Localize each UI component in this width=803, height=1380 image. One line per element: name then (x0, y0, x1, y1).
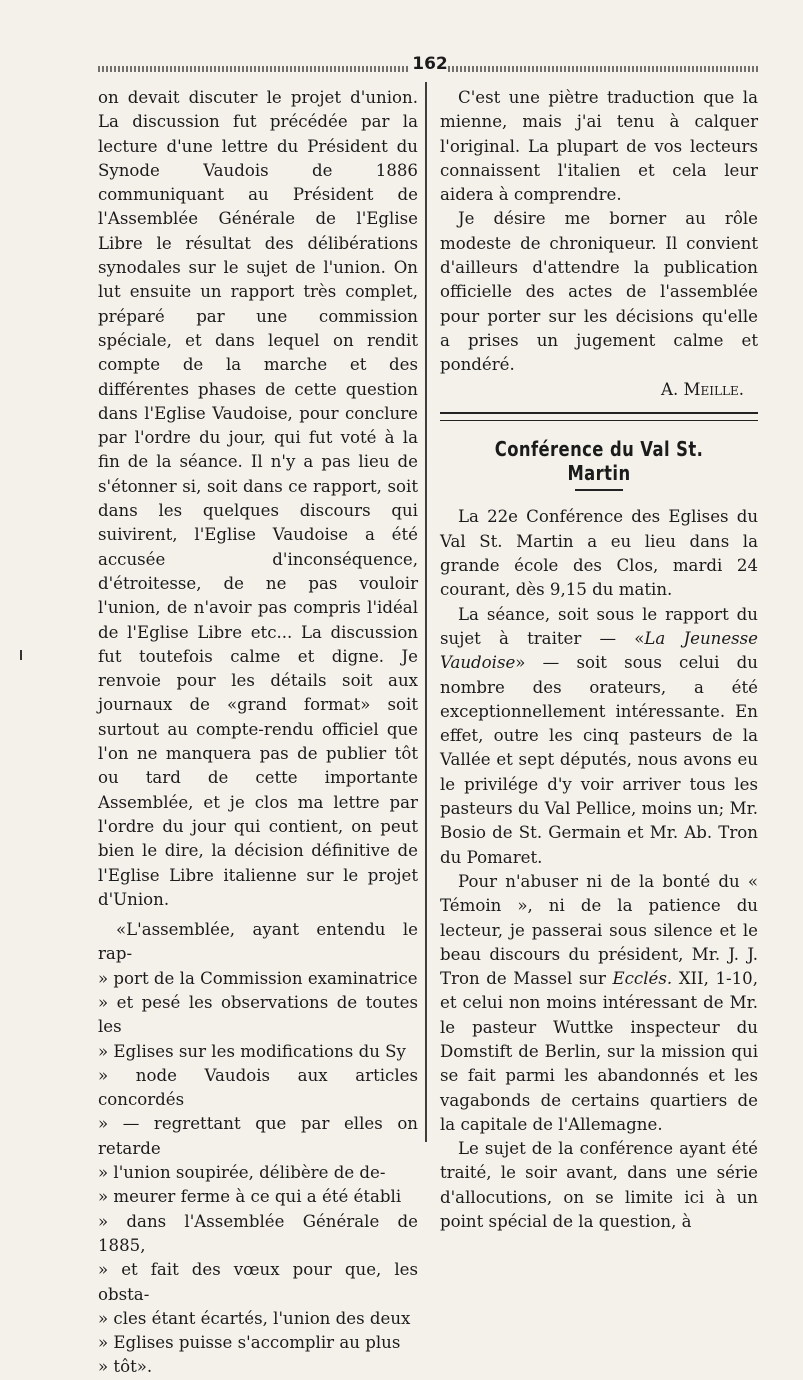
paragraph-text: XII, 1-10, et celui non moins intéressant de Mr. le pasteur Wuttke inspecteur du Domstift de Berlin, sur la mission qui se fait parmi les abandonnés et les vagabonds de certains quartiers de la capitale de l'Allemagne. (440, 969, 758, 1134)
quote-line: » node Vaudois aux articles concordés (98, 1065, 418, 1110)
quote-line: » Eglises puisse s'accomplir au plus (98, 1333, 401, 1353)
title-underline (575, 489, 623, 491)
paragraph-text: Pour n'abuser ni de la bonté du « Témoin », ni de la patience du lecteur, je passerai sous silence et le beau discours du président, Mr. J. J. Tron de Massel sur (440, 871, 758, 989)
right-paragraph-5 (440, 870, 758, 1137)
section-separator (440, 412, 758, 421)
quote-line: » tôt». (98, 1357, 153, 1377)
page-header (98, 54, 758, 78)
right-paragraph-6: Le sujet de la conférence ayant été traité, le soir avant, dans une série d'allocutions, on se limite ici à un point spécial de la question, à (440, 1139, 758, 1232)
quote-line: » et fait des vœux pour que, les obsta- (98, 1260, 418, 1304)
quote-line: » Eglises sur les modifications du Sy (98, 1041, 406, 1061)
quote-line: » dans l'Assemblée Générale de 1885, (98, 1211, 418, 1255)
quote-line: » port de la Commission examinatrice (98, 968, 418, 988)
header-ornament-right (448, 66, 758, 72)
right-paragraph-2: Je désire me borner au rôle modeste de chroniqueur. Il convient d'ailleurs d'attendre la publication officielle des actes de l'assemblée pour porter sur les décisions qu'elle a prises un jugement calme et pondéré. (440, 209, 758, 375)
header-ornament-left (98, 66, 408, 72)
page-number: 162 (412, 54, 448, 74)
right-paragraph-1: C'est une piètre traduction que la mienne, mais j'ai tenu à calquer l'original. La plupart de vos lecteurs connaissent l'italien et cela leur aidera à comprendre. (440, 88, 758, 205)
italic-title: La Jeunesse Vaudoise (440, 628, 758, 673)
quote-line: » et pesé les observations de toutes les (98, 992, 418, 1037)
paragraph-text: La séance, soit sous le rapport du sujet à traiter — « (440, 604, 758, 648)
resolution-quote (98, 918, 418, 1380)
paragraph-text: » — soit sous celui du nombre des orateurs, a été exceptionnellement intéressante. En effet, outre les cinq pasteurs de la Vallée et sept députés, nous avons eu le privilége d'y voir arriver tous les pasteurs du Val Pellice, moins un; Mr. Bosio de St. Germain et Mr. Ab. Tron du Pomaret. (440, 653, 758, 867)
section-title: Conférence du Val St. Martin (494, 436, 704, 486)
right-column (440, 86, 758, 1234)
right-paragraph-3: La 22e Conférence des Eglises du Val St. Martin a eu lieu dans la grande école des Clos, mardi 24 courant, dès 9,15 du matin. (440, 507, 758, 600)
left-paragraph-1: on devait discuter le projet d'union. La discussion fut précédée par la lecture d'une lettre du Président du Synode Vaudois de 1886 communiquant au Président de l'Assemblée Générale de l'Eglise Libre le résultat des délibérations synodales sur le sujet de l'union. On lut ensuite un rapport très complet, préparé par une commission spéciale, et dans lequel on rendit compte de la marche et des différentes phases de cette question dans l'Eglise Vaudoise, pour conclure par l'ordre du jour, qui fut voté à la fin de la séance. Il n'y a pas lieu de s'étonner si, soit dans ce rapport, soit dans les quelques discours qui suivirent, l'Eglise Vaudoise a été accusée d'inconséquence, d'étroitesse, de ne pas vouloir l'union, de n'avoir pas compris l'idéal de l'Eglise Libre etc... La discussion fut toutefois calme et digne. Je renvoie pour les détails soit aux journaux de «grand format» soit surtout au compte-rendu officiel que l'on ne manquera pas de publier tôt ou tard de cette importante Assemblée, et je clos ma lettre par l'ordre du jour qui contient, on peut bien le dire, la décision définitive de l'Eglise Libre italienne sur le projet d'Union. (98, 88, 418, 909)
margin-mark (20, 650, 22, 660)
left-column (98, 86, 418, 1380)
quote-line: » meurer ferme à ce qui a été établi (98, 1187, 402, 1207)
quote-line: » cles étant écartés, l'union des deux (98, 1308, 411, 1328)
italic-reference: Ecclés. (612, 969, 673, 989)
signature: A. Meille. (661, 379, 744, 399)
quote-line: » l'union soupirée, délibère de de- (98, 1163, 386, 1183)
column-divider (425, 82, 427, 1142)
right-paragraph-4 (440, 603, 758, 870)
quote-line: «L'assemblée, ayant entendu le rap- (98, 920, 418, 964)
quote-line: » — regrettant que par elles on retarde (98, 1114, 418, 1158)
